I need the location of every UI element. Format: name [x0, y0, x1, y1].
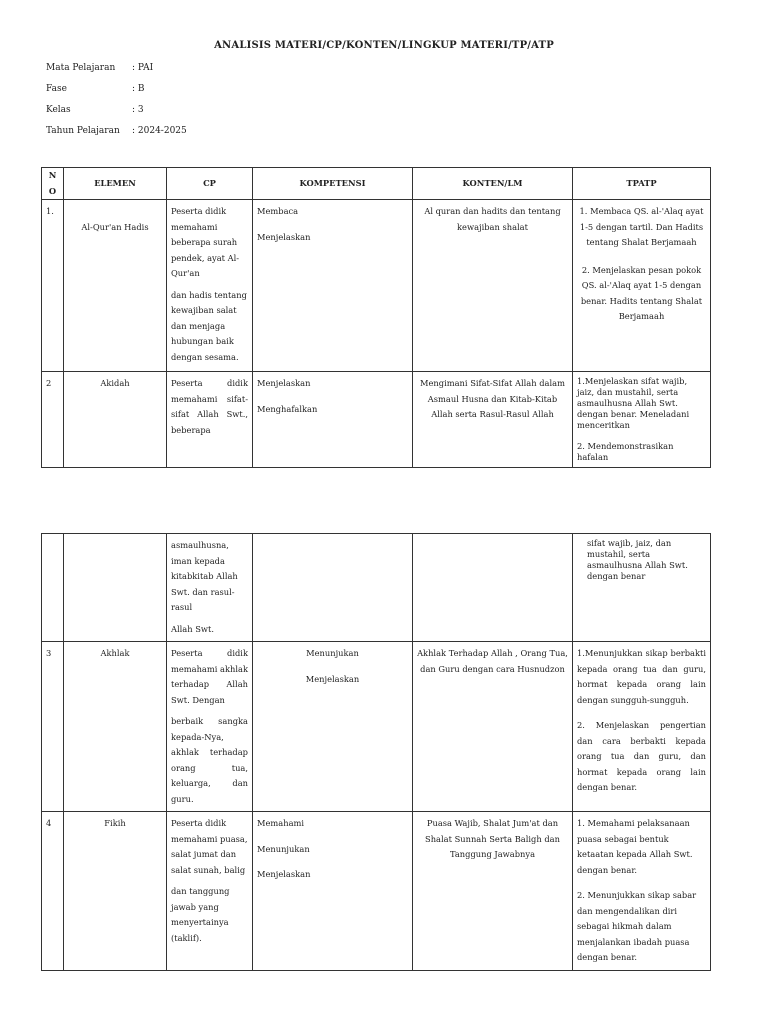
table-row [42, 372, 711, 468]
cell-kompetensi [253, 642, 413, 812]
cp-text: dan tanggung jawab yang menyertainya (taklif). [171, 886, 230, 943]
analysis-table-part-2 [41, 533, 711, 971]
cell-elemen [64, 534, 167, 642]
cell-konten: Akhlak Terhadap Allah , Orang Tua, dan Guru dengan cara Husnudzon [413, 642, 573, 812]
kompetensi-text: Menunjukan [306, 648, 359, 658]
tp-text: 1.Menunjukkan sikap berbakti kepada orang tua dan guru, hormat kepada orang lain dengan sungguh-sungguh. [577, 648, 706, 705]
cell-elemen: Al-Qur'an Hadis [64, 200, 167, 372]
cell-cp [167, 200, 253, 372]
cell-no: 1. [42, 200, 64, 372]
header-kompetensi: KOMPETENSI [253, 168, 413, 200]
tp-text: 2. Menunjukkan sikap sabar dan mengendalikan diri sebagai hikmah dalam menjalankan ibadah puasa dengan benar. [577, 890, 697, 962]
header-no: NO [42, 168, 64, 200]
cell-tpatp [573, 642, 711, 812]
tp-text: sifat wajib, jaiz, dan mustahil, serta asmaulhusna Allah Swt. dengan benar [587, 538, 688, 581]
kompetensi-text: Menjelaskan [257, 378, 311, 388]
cell-konten: Mengimani Sifat-Sifat Allah dalam Asmaul Husna dan Kitab-Kitab Allah serta Rasul-Rasul Allah [413, 372, 573, 468]
cp-text: Peserta didik memahami akhlak terhadap Allah Swt. Dengan [171, 648, 248, 705]
meta-value: : B [132, 84, 145, 94]
tp-text: 2. Mendemonstrasikan hafalan [577, 441, 674, 462]
cell-no: 2 [42, 372, 64, 468]
meta-value: : 2024-2025 [132, 126, 187, 136]
meta-label: Tahun Pelajaran [46, 126, 120, 136]
meta-label: Kelas [46, 105, 71, 115]
cp-text: Peserta didik memahami puasa, salat jumat dan salat sunah, balig [171, 818, 248, 875]
cp-text: berbaik sangka kepada-Nya, akhlak terhadap orang tua, keluarga, dan guru. [171, 716, 248, 804]
header-cp: CP [167, 168, 253, 200]
kompetensi-text: Membaca [257, 206, 299, 216]
meta-label: Fase [46, 84, 67, 94]
cell-kompetensi [253, 812, 413, 971]
cell-elemen: Akidah [64, 372, 167, 468]
tp-text: 1.Menjelaskan sifat wajib, jaiz, dan mustahil, serta asmaulhusna Allah Swt. dengan benar. Meneladani menceritkan [577, 376, 690, 430]
meta-year [46, 126, 187, 136]
cell-tpatp [573, 372, 711, 468]
cell-kompetensi [253, 372, 413, 468]
cell-no [42, 534, 64, 642]
cell-no: 3 [42, 642, 64, 812]
kompetensi-text: Menunjukan [257, 843, 310, 854]
cp-text: Allah Swt. [171, 623, 214, 634]
tp-text: 2. Menjelaskan pengertian dan cara berbakti kepada orang tua dan guru, dan hormat kepada orang lain dengan benar. [577, 720, 706, 792]
cell-elemen: Akhlak [64, 642, 167, 812]
meta-subject [46, 63, 153, 73]
kompetensi-text: Memahami [257, 818, 305, 828]
table-row [42, 534, 711, 642]
table-row [42, 812, 711, 971]
tp-text: 1. Memahami pelaksanaan puasa sebagai bentuk ketaatan kepada Allah Swt. dengan benar. [577, 818, 693, 875]
cell-cp [167, 812, 253, 971]
meta-phase [46, 84, 145, 94]
meta-value: : PAI [132, 63, 154, 73]
cell-cp [167, 534, 253, 642]
kompetensi-text: Menjelaskan [257, 231, 311, 242]
table-header-row [42, 168, 711, 200]
analysis-table-part-1 [41, 167, 711, 468]
header-konten: KONTEN/LM [413, 168, 573, 200]
cell-tpatp [573, 200, 711, 372]
kompetensi-text: Menghafalkan [257, 403, 318, 414]
table-row [42, 642, 711, 812]
cell-cp [167, 642, 253, 812]
cell-konten [413, 534, 573, 642]
cell-no: 4 [42, 812, 64, 971]
kompetensi-text: Menjelaskan [305, 673, 360, 684]
cp-text: Peserta didik memahami beberapa surah pendek, ayat Al-Qur'an [171, 206, 240, 278]
cell-kompetensi [253, 534, 413, 642]
document-title: ANALISIS MATERI/CP/KONTEN/LINGKUP MATERI/TP/ATP [214, 40, 554, 51]
tp-text: 2. Menjelaskan pesan pokok QS. al-'Alaq ayat 1-5 dengan benar. Hadits tentang Shalat Berjamaah [580, 264, 703, 321]
meta-value: : 3 [132, 105, 144, 115]
tp-text: 1. Membaca QS. al-'Alaq ayat 1-5 dengan tartil. Dan Hadits tentang Shalat Berjamaah [579, 206, 704, 247]
cell-tpatp [573, 812, 711, 971]
cp-text: Peserta didik memahami sifat-sifat Allah Swt., beberapa [171, 378, 248, 435]
cell-kompetensi [253, 200, 413, 372]
meta-label: Mata Pelajaran [46, 63, 116, 73]
header-elemen: ELEMEN [64, 168, 167, 200]
kompetensi-text: Menjelaskan [257, 869, 311, 879]
meta-class [46, 105, 144, 115]
header-tpatp: TPATP [573, 168, 711, 200]
cell-tpatp [573, 534, 711, 642]
cp-text: asmaulhusna, iman kepada kitabkitab Allah Swt. dan rasul-rasul [171, 540, 238, 612]
cell-konten: Al quran dan hadits dan tentang kewajiban shalat [413, 200, 573, 372]
cp-text: dan hadis tentang kewajiban salat dan menjaga hubungan baik dengan sesama. [171, 289, 247, 362]
cell-cp [167, 372, 253, 468]
table-row [42, 200, 711, 372]
cell-konten: Puasa Wajib, Shalat Jum'at dan Shalat Sunnah Serta Baligh dan Tanggung Jawabnya [413, 812, 573, 971]
cell-elemen: Fikih [64, 812, 167, 971]
